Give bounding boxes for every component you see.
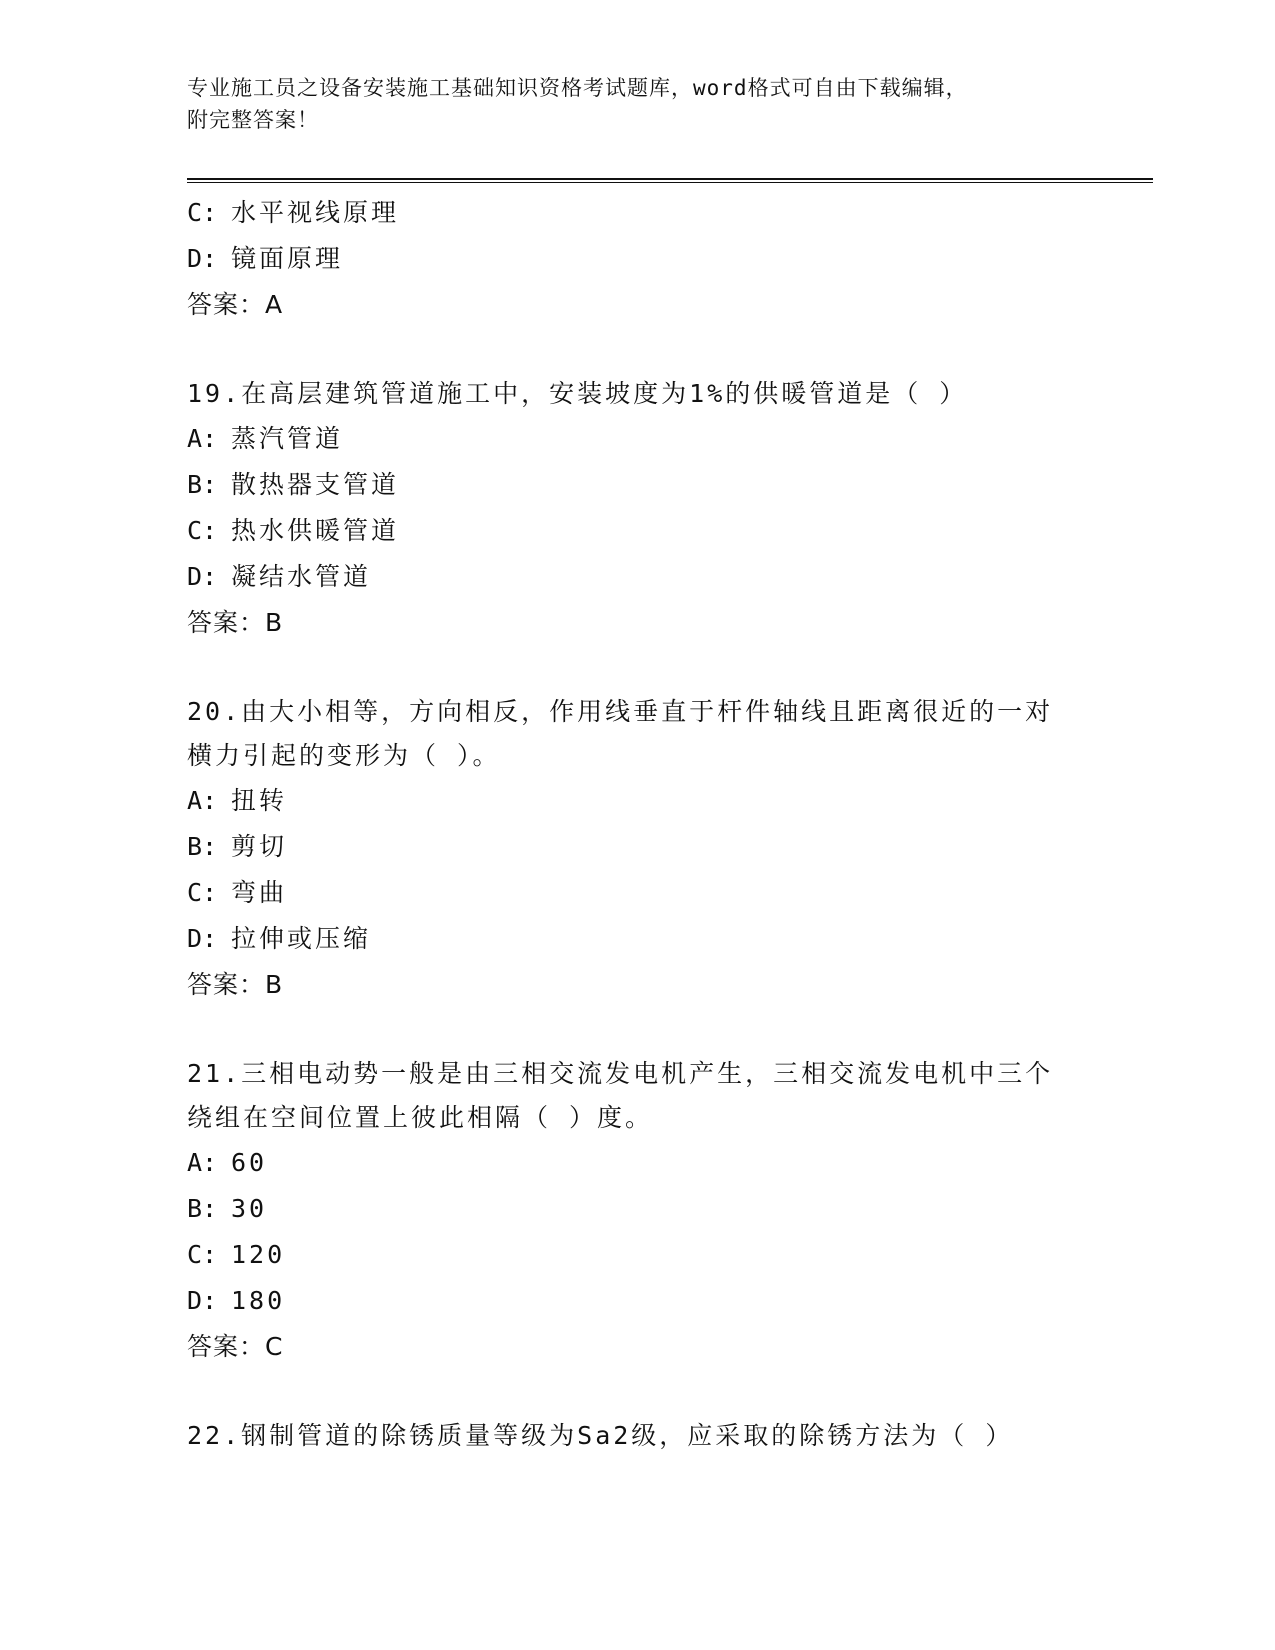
option-label: B: — [187, 470, 218, 499]
option-c — [187, 870, 1077, 916]
option-text: 60 — [231, 1148, 268, 1177]
option-text: 拉伸或压缩 — [231, 924, 372, 953]
header-divider-thin — [187, 182, 1153, 183]
option-b — [187, 462, 1077, 508]
answer-line: 答案：A — [187, 290, 284, 319]
question-list — [187, 190, 1077, 1458]
option-d — [187, 1278, 1077, 1324]
question-text: 19.在高层建筑管道施工中，安装坡度为1%的供暖管道是（ ） — [187, 379, 968, 408]
option-label: A: — [187, 1148, 218, 1177]
option-text: 剪切 — [231, 832, 288, 861]
question-text: 21.三相电动势一般是由三相交流发电机产生，三相交流发电机中三个 — [187, 1059, 1054, 1088]
spacer — [187, 1370, 1077, 1414]
option-label: D: — [187, 1286, 218, 1315]
question-19 — [187, 372, 1077, 646]
document-header — [187, 72, 1067, 136]
answer-line: 答案：B — [187, 970, 284, 999]
option-c — [187, 190, 1077, 236]
option-a — [187, 778, 1077, 824]
option-c — [187, 1232, 1077, 1278]
option-label: A: — [187, 424, 218, 453]
question-text: 22.钢制管道的除锈质量等级为Sa2级，应采取的除锈方法为（ ） — [187, 1421, 1014, 1450]
question-text-cont: 绕组在空间位置上彼此相隔（ ）度。 — [187, 1103, 654, 1132]
option-label: D: — [187, 924, 218, 953]
question-22 — [187, 1414, 1077, 1458]
option-text: 120 — [231, 1240, 286, 1269]
option-text: 镜面原理 — [231, 244, 344, 273]
option-c — [187, 508, 1077, 554]
option-text: 散热器支管道 — [231, 470, 400, 499]
question-20 — [187, 690, 1077, 1008]
option-label: C: — [187, 516, 218, 545]
option-text: 180 — [231, 1286, 286, 1315]
option-text: 扭转 — [231, 786, 288, 815]
header-line-1: 专业施工员之设备安装施工基础知识资格考试题库，word格式可自由下载编辑， — [187, 76, 968, 100]
option-text: 30 — [231, 1194, 268, 1223]
option-label: B: — [187, 1194, 218, 1223]
option-text: 凝结水管道 — [231, 562, 372, 591]
option-a — [187, 1140, 1077, 1186]
option-text: 蒸汽管道 — [231, 424, 344, 453]
question-text-cont: 横力引起的变形为（ ）。 — [187, 741, 501, 770]
option-label: C: — [187, 1240, 218, 1269]
option-a — [187, 416, 1077, 462]
header-divider-thick — [187, 178, 1153, 180]
option-label: B: — [187, 832, 218, 861]
option-d — [187, 236, 1077, 282]
option-label: A: — [187, 786, 218, 815]
option-b — [187, 824, 1077, 870]
spacer — [187, 328, 1077, 372]
option-label: C: — [187, 198, 218, 227]
option-label: D: — [187, 244, 218, 273]
option-text: 热水供暖管道 — [231, 516, 400, 545]
question-text: 20.由大小相等，方向相反，作用线垂直于杆件轴线且距离很近的一对 — [187, 697, 1054, 726]
prev-question-tail — [187, 190, 1077, 328]
spacer — [187, 1008, 1077, 1052]
header-line-2: 附完整答案！ — [187, 108, 319, 132]
option-b — [187, 1186, 1077, 1232]
question-21 — [187, 1052, 1077, 1370]
answer-line: 答案：B — [187, 608, 284, 637]
option-d — [187, 916, 1077, 962]
option-d — [187, 554, 1077, 600]
answer-line: 答案：C — [187, 1332, 284, 1361]
spacer — [187, 646, 1077, 690]
option-label: D: — [187, 562, 218, 591]
option-label: C: — [187, 878, 218, 907]
option-text: 水平视线原理 — [231, 198, 400, 227]
option-text: 弯曲 — [231, 878, 288, 907]
